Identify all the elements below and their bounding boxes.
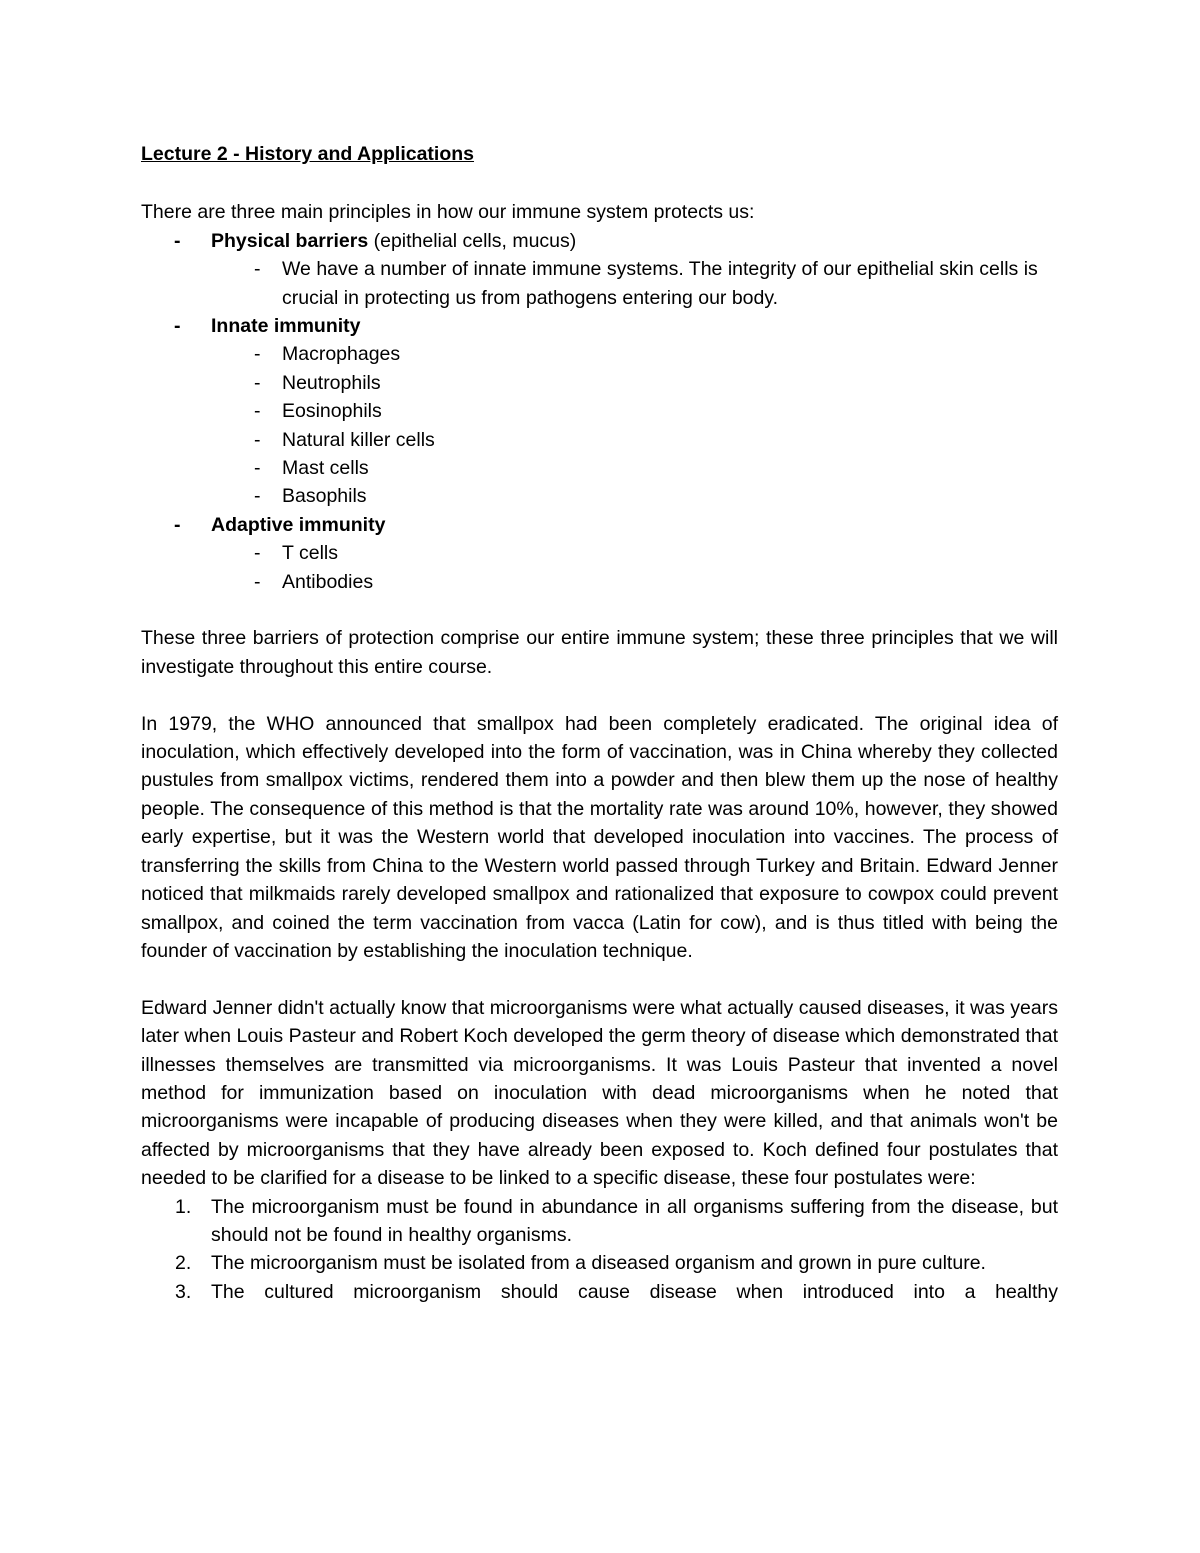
bullet-dash: -	[254, 258, 261, 281]
list-item-text: We have a number of innate immune systems. The integrity of our epithelial skin cells is crucial in protecting us from pathogens entering our body.	[282, 258, 1038, 309]
principle-suffix: (epithelial cells, mucus)	[368, 229, 577, 252]
intro-text: There are three main principles in how our immune system protects us:	[141, 201, 755, 224]
list-item	[211, 539, 1058, 567]
list-number: 2.	[175, 1252, 192, 1275]
list-item-text: The microorganism must be found in abundance in all organisms suffering from the disease, but should not be found in healthy organisms.	[211, 1195, 1058, 1246]
list-item-text: Basophils	[282, 485, 367, 508]
document-page	[141, 138, 1058, 1306]
bullet-dash: -	[174, 513, 181, 536]
list-item	[211, 340, 1058, 368]
list-item	[141, 1193, 1058, 1250]
list-item	[211, 397, 1058, 425]
bullet-dash: -	[174, 229, 181, 252]
list-item-text: The cultured microorganism should cause disease when introduced into a healthy	[211, 1280, 1058, 1303]
principle-innate-immunity	[141, 312, 1058, 511]
list-item	[141, 1249, 1058, 1277]
list-item	[141, 1278, 1058, 1306]
bullet-dash: -	[254, 542, 261, 565]
list-number: 1.	[175, 1195, 192, 1218]
sub-list	[211, 539, 1058, 596]
paragraph-smallpox-history: In 1979, the WHO announced that smallpox had been completely eradicated. The original idea of inoculation, which effectively developed into the form of vaccination, was in China whereby they collected pustules from smallpox victims, rendered them into a powder and then blew them up the nose of healthy people. The consequence of this method is that the mortality rate was around 10%, however, they showed early expertise, but it was the Western world that developed inoculation into vaccines. The process of transferring the skills from China to the Western world passed through Turkey and Britain. Edward Jenner noticed that milkmaids rarely developed smallpox and rationalized that exposure to cowpox could prevent smallpox, and coined the term vaccination from vacca (Latin for cow), and is thus titled with being the founder of vaccination by establishing the inoculation technique.	[141, 712, 1058, 962]
list-item	[211, 454, 1058, 482]
list-item-text: The microorganism must be isolated from a diseased organism and grown in pure culture.	[211, 1252, 986, 1275]
principle-heading: Innate immunity	[211, 315, 361, 338]
bullet-dash: -	[254, 343, 261, 366]
list-item-text: Macrophages	[282, 343, 401, 366]
principle-heading: Adaptive immunity	[211, 513, 386, 536]
paragraph-barriers: These three barriers of protection comprise our entire immune system; these three principles that we will investigate throughout this entire course.	[141, 627, 1058, 678]
page-title: Lecture 2 - History and Applications	[141, 143, 475, 165]
list-item-text: T cells	[282, 542, 338, 565]
list-item	[211, 369, 1058, 397]
list-item-text: Antibodies	[282, 570, 374, 593]
principle-heading: Physical barriers	[211, 229, 369, 252]
bullet-dash: -	[254, 457, 261, 480]
list-item	[211, 255, 1058, 312]
list-item-text: Eosinophils	[282, 400, 382, 423]
principle-adaptive-immunity	[141, 511, 1058, 596]
sub-list	[211, 340, 1058, 510]
sub-list	[211, 255, 1058, 312]
list-number: 3.	[175, 1280, 192, 1303]
list-item-text: Mast cells	[282, 457, 369, 480]
paragraph-germ-theory: Edward Jenner didn't actually know that microorganisms were what actually caused diseases, it was years later when Louis Pasteur and Robert Koch developed the germ theory of disease which demonstrated that illnesses themselves are transmitted via microorganisms. It was Louis Pasteur that invented a novel method for immunization based on inoculation with dead microorganisms when he noted that microorganisms were incapable of producing diseases when they were killed, and that animals won't be affected by microorganisms that they have already been exposed to. Koch defined four postulates that needed to be clarified for a disease to be linked to a specific disease, these four postulates were:	[141, 996, 1058, 1190]
list-item	[211, 482, 1058, 510]
bullet-dash: -	[254, 570, 261, 593]
principle-physical-barriers	[141, 227, 1058, 312]
list-item	[211, 426, 1058, 454]
bullet-dash: -	[254, 371, 261, 394]
bullet-dash: -	[174, 315, 181, 338]
bullet-dash: -	[254, 428, 261, 451]
list-item	[211, 568, 1058, 596]
bullet-dash: -	[254, 485, 261, 508]
principles-list	[141, 227, 1058, 596]
list-item-text: Neutrophils	[282, 371, 381, 394]
bullet-dash: -	[254, 400, 261, 423]
list-item-text: Natural killer cells	[282, 428, 435, 451]
koch-postulates-list	[141, 1193, 1058, 1307]
